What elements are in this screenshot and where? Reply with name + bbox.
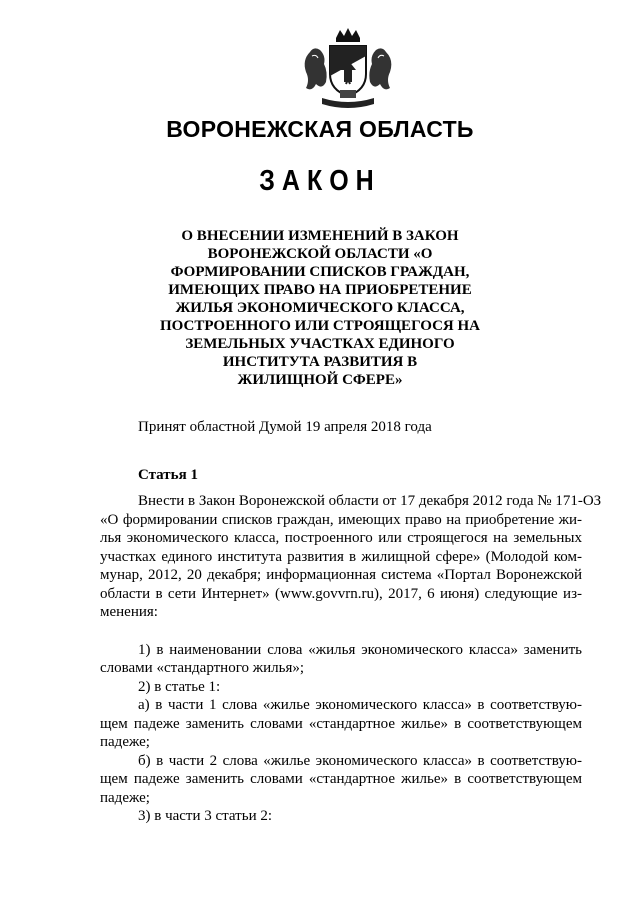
list-item: 2) в статье 1: — [138, 678, 221, 695]
body-line: лья экономического класса, построенного или строящегося на земельных — [100, 530, 582, 546]
coat-of-arms-icon — [296, 26, 400, 112]
list-item: б) в части 2 слова «жилье экономического класса» в соответствую- — [138, 752, 582, 769]
law-title — [150, 227, 490, 389]
title-line: ФОРМИРОВАНИИ СПИСКОВ ГРАЖДАН, — [170, 264, 470, 280]
document-type: ЗАКОН — [259, 164, 381, 198]
region-name: ВОРОНЕЖСКАЯ ОБЛАСТЬ — [166, 116, 474, 142]
article-heading: Статья 1 — [138, 467, 198, 483]
adoption-date: Принят областной Думой 19 апреля 2018 года — [138, 419, 432, 435]
title-line: ПОСТРОЕННОГО ИЛИ СТРОЯЩЕГОСЯ НА — [159, 318, 481, 334]
title-line: ЖИЛЬЯ ЭКОНОМИЧЕСКОГО КЛАССА, — [175, 300, 465, 316]
list-item: 3) в части 3 статьи 2: — [138, 808, 273, 824]
list-item: падеже; — [100, 789, 150, 806]
body-line: области в сети Интернет» (www.govvrn.ru), 2017, 6 июня) следующие из- — [100, 585, 582, 602]
title-line: ЖИЛИЩНОЙ СФЕРЕ» — [237, 372, 403, 388]
list-item: щем падеже заменить словами «стандартное жилье» в соответствующем — [100, 771, 582, 787]
list-item: 1) в наименовании слова «жилья экономического класса» заменить — [138, 641, 582, 658]
title-line: ЗЕМЕЛЬНЫХ УЧАСТКАХ ЕДИНОГО — [185, 336, 455, 352]
list-item: а) в части 1 слова «жилье экономического класса» в соответствую- — [138, 697, 582, 713]
title-line: ИНСТИТУТА РАЗВИТИЯ В — [222, 354, 418, 370]
article-body — [100, 492, 602, 826]
list-item: щем падеже заменить словами «стандартное жилье» в соответствующем — [100, 715, 582, 732]
body-line: Внести в Закон Воронежской области от 17 декабря 2012 года № 171-ОЗ — [138, 493, 602, 509]
list-item: словами «стандартного жилья»; — [100, 660, 305, 676]
body-line: участках единого института развития в жилищной сфере» (Молодой ком- — [100, 548, 582, 565]
body-line: «О формировании списков граждан, имеющих право на приобретение жи- — [100, 511, 582, 528]
title-line: О ВНЕСЕНИИ ИЗМЕНЕНИЙ В ЗАКОН — [181, 228, 459, 244]
title-line: ВОРОНЕЖСКОЙ ОБЛАСТИ «О — [207, 246, 433, 262]
body-line: мунар, 2012, 20 декабря; информационная система «Портал Воронежской — [100, 567, 582, 583]
title-line: ИМЕЮЩИХ ПРАВО НА ПРИОБРЕТЕНИЕ — [168, 282, 472, 298]
list-item: падеже; — [100, 734, 150, 750]
body-line: менения: — [100, 604, 158, 620]
